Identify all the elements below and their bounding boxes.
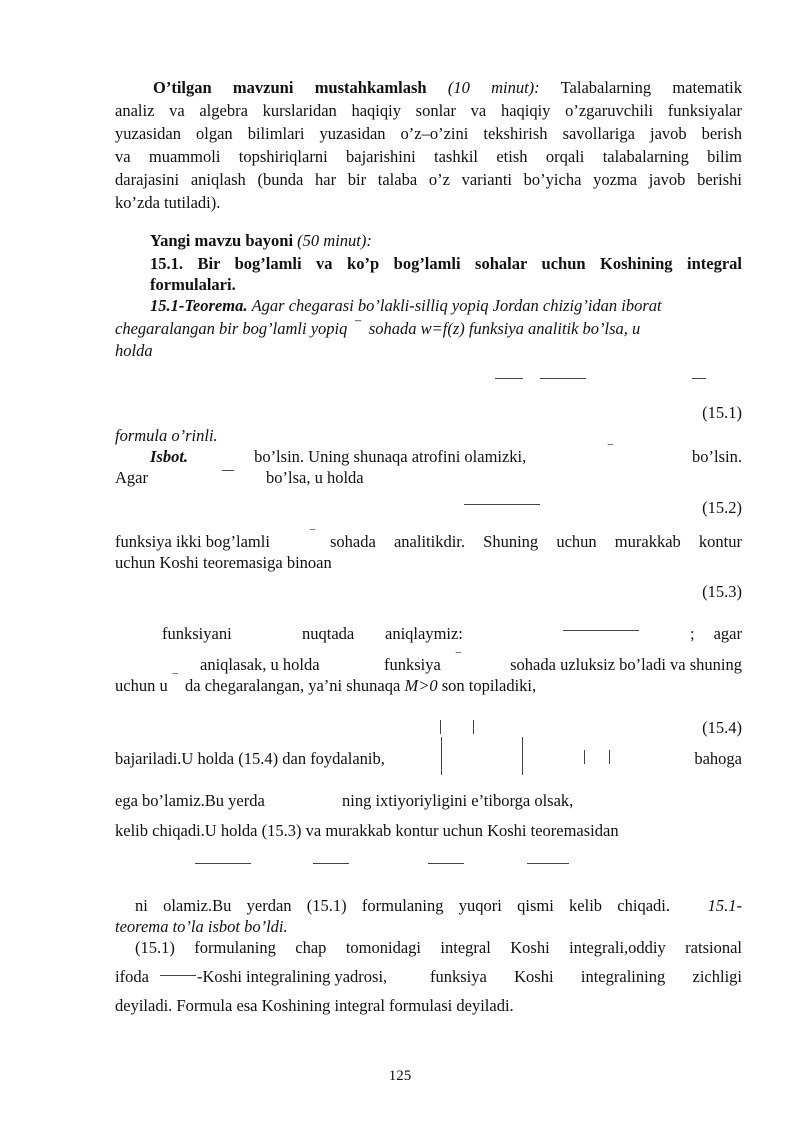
abs-bar — [522, 737, 523, 775]
abs-bar — [440, 720, 441, 734]
text-line: analiz va algebra kurslaridan haqiqiy sonlar va haqiqiy o’zgaruvchili funksiyalar — [115, 101, 742, 120]
fraction-bar — [313, 863, 349, 864]
text-span: sohada uzluksiz bo’ladi va shuning — [510, 655, 742, 674]
subsection-title-cont: formulalari. — [150, 275, 236, 294]
text-span: bo’lsa, u holda — [266, 468, 364, 487]
fraction-bar — [195, 863, 251, 864]
text-line: darajasini aniqlash (bunda har bir talaba o’z varianti bo’yicha yozma javob berishi — [115, 170, 742, 189]
text-line: uchun Koshi teoremasiga binoan — [115, 553, 332, 572]
text-span: funksiyani — [162, 624, 232, 643]
section-heading: O’tilgan mavzuni mustahkamlash — [153, 78, 427, 97]
theorem-line: holda — [115, 341, 153, 360]
text-line: formula o’rinli. — [115, 426, 218, 445]
text-span: ni olamiz.Bu yerdan (15.1) formulaning yuqori qismi kelib chiqadi. — [135, 896, 670, 915]
heading-text: Yangi mavzu bayoni — [150, 231, 294, 250]
text-span: funksiya Koshi integralining zichligi — [430, 967, 742, 986]
text-span: funksiya ikki bog’lamli — [115, 532, 270, 551]
overline-mark — [692, 378, 706, 379]
duration-label: (50 minut): — [297, 231, 372, 250]
text-line: va muammoli topshiriqlarni bajarishini tashkil etish orqali talabalarning bilim — [115, 147, 742, 166]
fraction-bar — [527, 863, 569, 864]
text-span: sohada analitikdir. Shuning uchun murakkab kontur — [330, 532, 742, 551]
text-span: bo’lsin. Uning shunaqa atrofini olamizki, — [254, 447, 527, 466]
theorem-line — [150, 296, 662, 316]
theorem-line: chegaralangan bir bog’lamli yopiq ‾ sohada w=f(z) funksiya analitik bo’lsa, u — [115, 319, 641, 338]
text-span: da chegaralangan, ya’ni shunaqa — [185, 676, 401, 695]
equation-number: (15.4) — [702, 718, 742, 737]
fraction-bar — [160, 975, 196, 976]
proof-label: Isbot. — [150, 447, 189, 466]
fraction-bar — [563, 630, 639, 631]
section-heading — [150, 231, 372, 251]
fraction-bar — [540, 378, 586, 379]
abs-bar — [609, 750, 610, 764]
fraction-bar — [495, 378, 523, 379]
overline-mark: ‾ — [173, 673, 178, 688]
equation-number: (15.2) — [702, 498, 742, 517]
text-line — [185, 676, 536, 696]
text-span: agar — [713, 624, 742, 643]
text-span: -Koshi integralining yadrosi, — [197, 967, 388, 986]
text-span: chegaralangan bir bog’lamli yopiq — [115, 319, 348, 338]
text-span: bahoga — [694, 749, 742, 768]
theorem-text: Agar chegarasi bo’lakli-silliq yopiq Jordan chizig’idan iborat — [251, 296, 662, 315]
text-line: ko’zda tutiladi). — [115, 193, 221, 212]
text-span: son topiladiki, — [441, 676, 537, 695]
equation-number: (15.3) — [702, 582, 742, 601]
fraction-bar — [464, 504, 540, 505]
overline-mark: ‾ — [310, 529, 315, 544]
text-line: kelib chiqadi.U holda (15.3) va murakkab kontur uchun Koshi teoremasidan — [115, 821, 619, 840]
page-number: 125 — [388, 1068, 412, 1084]
text-span: Talabalarning matematik — [560, 78, 742, 97]
subsection-title: 15.1. Bir bog’lamli va ko’p bog’lamli sohalar uchun Koshining integral — [150, 254, 742, 273]
text-span: funksiya — [384, 655, 441, 674]
overline-mark: ‾ — [456, 652, 461, 667]
text-span: sohada w=f(z) funksiya analitik bo’lsa, u — [368, 319, 641, 338]
text-span: bo’lsin. — [692, 447, 742, 466]
overline-mark: ‾ — [608, 444, 613, 459]
text-span: bajariladi.U holda (15.4) dan foydalanib, — [115, 749, 385, 768]
text-span: ifoda — [115, 967, 149, 986]
text-span: uchun u — [115, 676, 168, 695]
text-span: ega bo’lamiz.Bu yerda — [115, 791, 265, 810]
abs-bar — [584, 750, 585, 764]
text-span: nuqtada — [302, 624, 355, 643]
math-var: M>0 — [404, 676, 438, 695]
text-line — [115, 78, 742, 98]
text-line: yuzasidan olgan bilimlari yuzasidan o’z–o’zini tekshirish savollariga javob berish — [115, 124, 742, 143]
abs-bar — [441, 737, 442, 775]
abs-bar — [473, 720, 474, 734]
text-span: 15.1- — [707, 896, 742, 915]
text-line — [150, 447, 526, 467]
text-span: aniqlasak, u holda — [200, 655, 320, 674]
text-line: (15.1) formulaning chap tomonidagi integral Koshi integrali,oddiy ratsional — [135, 938, 742, 957]
duration-label: (10 minut): — [447, 78, 540, 97]
equation-number: (15.1) — [702, 403, 742, 422]
text-line: teorema to’la isbot bo’ldi. — [115, 917, 288, 936]
text-span: ; — [690, 624, 695, 643]
text-span: Agar — [115, 468, 148, 487]
theorem-label: 15.1-Teorema. — [150, 296, 248, 315]
text-span: aniqlaymiz: — [385, 624, 463, 643]
overline-mark — [222, 470, 234, 471]
text-line: deyiladi. Formula esa Koshining integral formulasi deyiladi. — [115, 996, 514, 1015]
text-span: ning ixtiyoriyligini e’tiborga olsak, — [342, 791, 574, 810]
fraction-bar — [428, 863, 464, 864]
